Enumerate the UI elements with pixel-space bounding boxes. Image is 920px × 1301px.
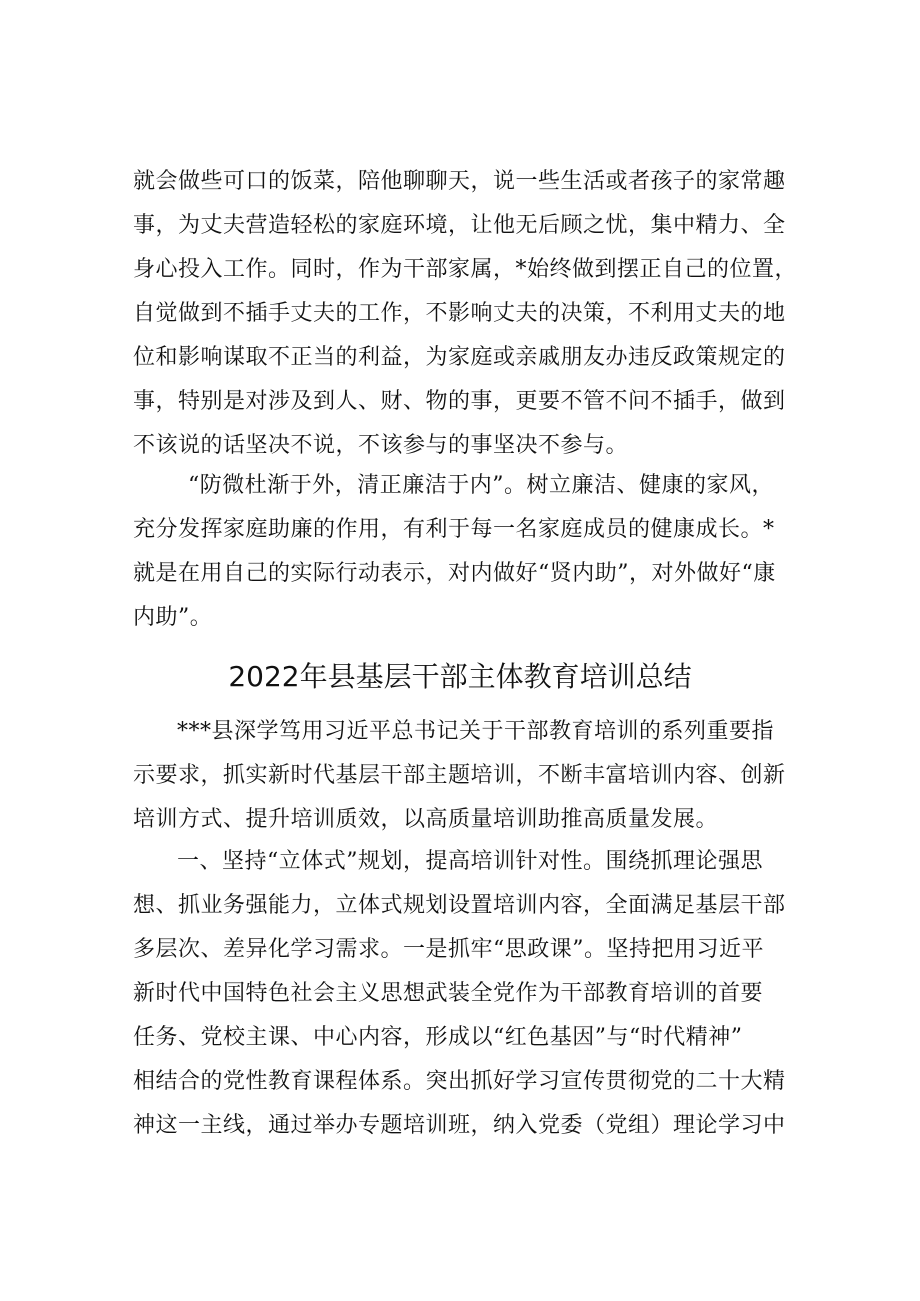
- text-line: 一、坚持“立体式”规划，提高培训针对性。围绕抓理论强思: [177, 849, 763, 874]
- text-line: 想、抓业务强能力，立体式规划设置培训内容，全面满足基层干部: [133, 893, 786, 918]
- text-line: ***县深学笃用习近平总书记关于干部教育培训的系列重要指: [177, 719, 775, 744]
- text-line: 事，为丈夫营造轻松的家庭环境，让他无后顾之忧，集中精力、全: [133, 213, 786, 238]
- document-title: 2022年县基层干部主体教育培训总结: [228, 660, 692, 693]
- text-line: 培训方式、提升培训质效，以高质量培训助推高质量发展。: [133, 807, 719, 832]
- text-line: 新时代中国特色社会主义思想武装全党作为干部教育培训的首要: [133, 981, 764, 1006]
- text-line: 事，特别是对涉及到人、财、物的事，更要不管不问不插手，做到: [133, 389, 786, 414]
- text-line: 身心投入工作。同时，作为干部家属，*始终做到摆正自己的位置，: [133, 257, 798, 282]
- text-line: 多层次、差异化学习需求。一是抓牢“思政课”。坚持把用习近平: [133, 937, 764, 962]
- text-line: 内助”。: [133, 605, 213, 630]
- text-line: 充分发挥家庭助廉的作用，有利于每一名家庭成员的健康成长。*: [133, 517, 775, 542]
- text-line: 任务、党校主课、中心内容，形成以“红色基因”与“时代精神”: [133, 1025, 743, 1050]
- text-line: 就会做些可口的饭菜，陪他聊聊天，说一些生活或者孩子的家常趣: [133, 169, 786, 194]
- text-line: “防微杜渐于外，清正廉洁于内”。树立廉洁、健康的家风，: [188, 473, 774, 498]
- text-line: 就是在用自己的实际行动表示，对内做好“贤内助”，对外做好“康: [133, 561, 776, 586]
- text-line: 相结合的党性教育课程体系。突出抓好学习宣传贯彻党的二十大精: [133, 1069, 786, 1094]
- text-line: 自觉做到不插手丈夫的工作，不影响丈夫的决策，不利用丈夫的地: [133, 301, 786, 326]
- text-line: 神这一主线，通过举办专题培训班，纳入党委（党组）理论学习中: [133, 1113, 786, 1138]
- text-line: 不该说的话坚决不说，不该参与的事坚决不参与。: [133, 433, 629, 458]
- text-line: 示要求，抓实新时代基层干部主题培训，不断丰富培训内容、创新: [133, 763, 786, 788]
- text-line: 位和影响谋取不正当的利益，为家庭或亲戚朋友办违反政策规定的: [133, 345, 786, 370]
